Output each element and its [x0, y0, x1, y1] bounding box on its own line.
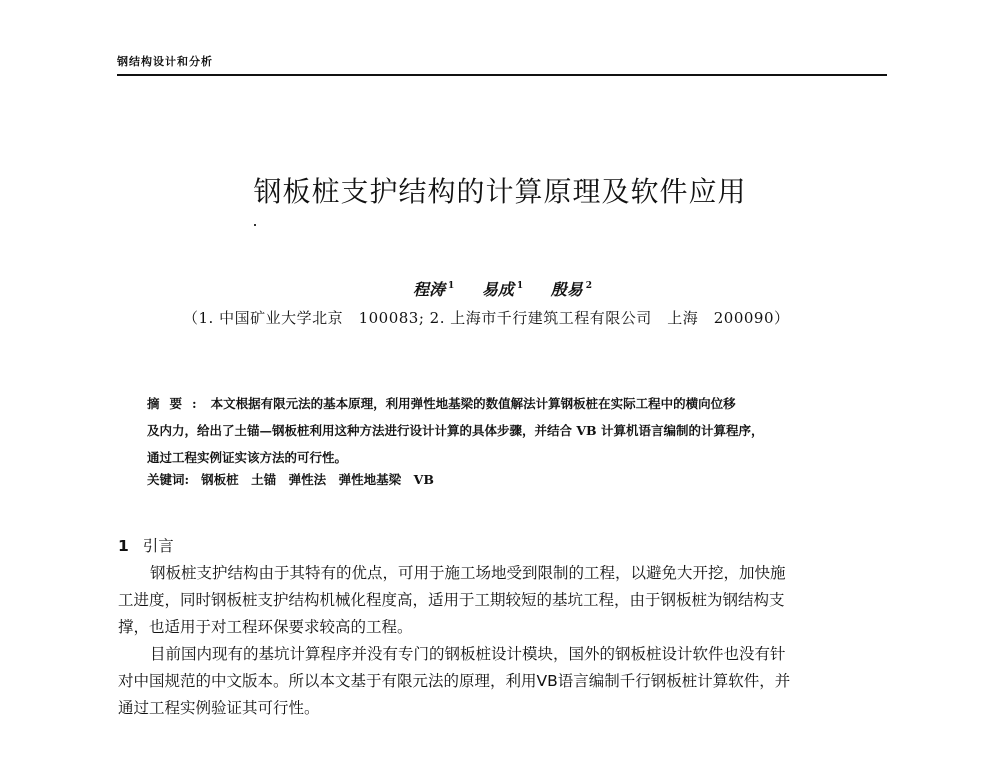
scan-speck: [254, 224, 256, 226]
paper-title: 钢板桩支护结构的计算原理及软件应用: [253, 175, 747, 208]
abstract-line: [147, 390, 877, 417]
paragraph-line: 目前国内现有的基坑计算程序并没有专门的钢板桩设计模块，国外的钢板桩设计软件也没有针: [150, 645, 786, 663]
section-number: 1: [118, 537, 129, 555]
author-name: 易成: [481, 280, 514, 299]
keywords: [147, 470, 434, 488]
running-head: 钢结构设计和分析: [117, 55, 213, 68]
body-text: [118, 560, 888, 722]
section-title: 引言: [142, 537, 174, 555]
author: [482, 280, 545, 299]
author-affiliation-mark: 1: [516, 281, 524, 291]
abstract: [147, 390, 877, 471]
paragraph-line: 撑，也适用于对工程环保要求较高的工程。: [118, 618, 413, 636]
section-heading: [118, 534, 174, 556]
affiliation: （1. 中国矿业大学北京 100083; 2. 上海市千行建筑工程有限公司 上海 200090）: [183, 309, 790, 327]
author-list: [413, 277, 592, 300]
abstract-line: 通过工程实例证实该方法的可行性。: [147, 450, 348, 465]
paragraph-line: 钢板桩支护结构由于其特有的优点，可用于施工场地受到限制的工程，以避免大开挖，加快施: [150, 564, 786, 582]
author: [413, 280, 476, 299]
author-name: 程涛: [413, 280, 446, 299]
author-affiliation-mark: 2: [585, 281, 592, 291]
abstract-text: 本文根据有限元法的基本原理，利用弹性地基梁的数值解法计算钢板桩在实际工程中的横向位移: [210, 396, 736, 411]
author: [551, 280, 592, 299]
author-name: 殷易: [550, 280, 583, 299]
paragraph-line: 工进度，同时钢板桩支护结构机械化程度高，适用于工期较短的基坑工程，由于钢板桩为钢结构支: [118, 591, 785, 609]
header-rule: [117, 74, 887, 76]
abstract-label: 摘要:: [147, 396, 207, 411]
author-affiliation-mark: 1: [448, 281, 455, 291]
cropped-text-line: [150, 755, 600, 760]
paragraph-line: 对中国规范的中文版本。所以本文基于有限元法的原理，利用VB语言编制千行钢板桩计算软件，并: [118, 672, 791, 690]
keywords-label: 关键词:: [147, 472, 190, 487]
keywords-text: 钢板桩 土锚 弹性法 弹性地基梁 VB: [201, 472, 434, 487]
abstract-line: 及内力，给出了土锚—钢板桩利用这种方法进行设计计算的具体步骤，并结合 VB 计算机语言编制的计算程序，: [147, 423, 764, 438]
paragraph-line: 通过工程实例验证其可行性。: [118, 699, 320, 717]
